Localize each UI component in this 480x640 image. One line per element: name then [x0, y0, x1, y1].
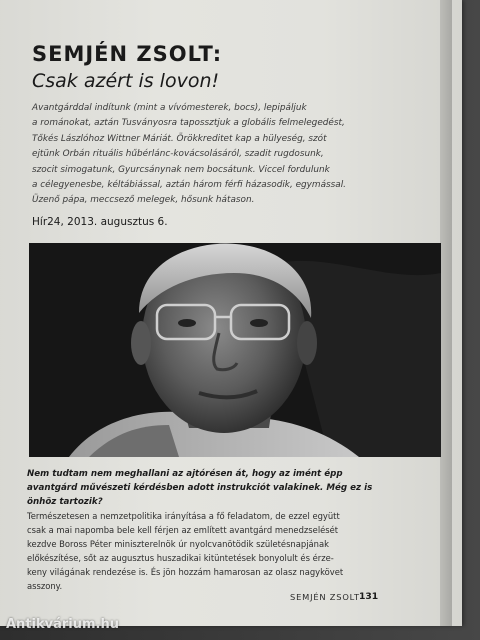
lead-line: szocit simogatunk, Gyurcsánynak nem bocsátunk. Viccel fordulunk: [32, 164, 330, 175]
answer-line: előkészítése, sőt az augusztus huszadikai kitüntetések bonyolult és érze-: [27, 553, 334, 564]
article-lead: [32, 101, 440, 209]
answer-line: asszony.: [27, 581, 63, 592]
interview-question: [27, 467, 437, 509]
portrait-illustration: [29, 243, 441, 457]
portrait-photo: [29, 243, 441, 457]
lead-line: Üzenő pápa, meccsező melegek, hősunk hátason.: [32, 195, 255, 206]
lead-line: a célegyenesbe, kéltábiással, aztán három férfi házasodik, egymással.: [32, 180, 346, 191]
lead-line: Tőkés Lászlóhoz Wittner Máriát. Örökkreditet kap a hülyeség, szót: [32, 133, 327, 144]
answer-line: csak a mai napomba bele kell férjen az említett avantgárd menedzselését: [27, 525, 339, 536]
page-edge: [440, 0, 452, 626]
running-footer: SEMJÉN ZSOLT: [290, 592, 360, 602]
lead-line: Avantgárddal indítunk (mint a vívómesterek, bocs), lepipáljuk: [32, 103, 307, 113]
interview-answer: [27, 509, 439, 594]
article-source: Hír24, 2013. augusztus 6.: [32, 216, 168, 228]
answer-line: keny világának rendezése is. És jön hozzám hamarosan az olasz nagykövet: [27, 567, 344, 578]
question-line: avantgárd művészeti kérdésben adott instrukciót valakinek. Még ez is: [27, 483, 373, 493]
watermark: Antikvárium.hu: [6, 617, 119, 632]
answer-line: Természetesen a nemzetpolitika irányítása a fő feladatom, de ezzel együtt: [27, 511, 340, 521]
lead-line: a románokat, aztán Tusványosra tapossztjuk a globális felmelegedést,: [32, 118, 345, 129]
article-subtitle: Csak azért is lovon!: [32, 70, 220, 92]
question-line: önhöz tartozik?: [27, 497, 103, 507]
page-number: 131: [359, 591, 379, 602]
article-title: SEMJÉN ZSOLT:: [32, 42, 223, 66]
question-line: Nem tudtam nem meghallani az ajtórésen át, hogy az imént épp: [27, 469, 343, 479]
lead-line: ejtünk Orbán rituális hűbérlánc-kovácsolásáról, szadit rugdosunk,: [32, 149, 324, 160]
answer-line: kezdve Boross Péter miniszterelnök úr nyolcvanötödik születésnapjának: [27, 539, 329, 550]
